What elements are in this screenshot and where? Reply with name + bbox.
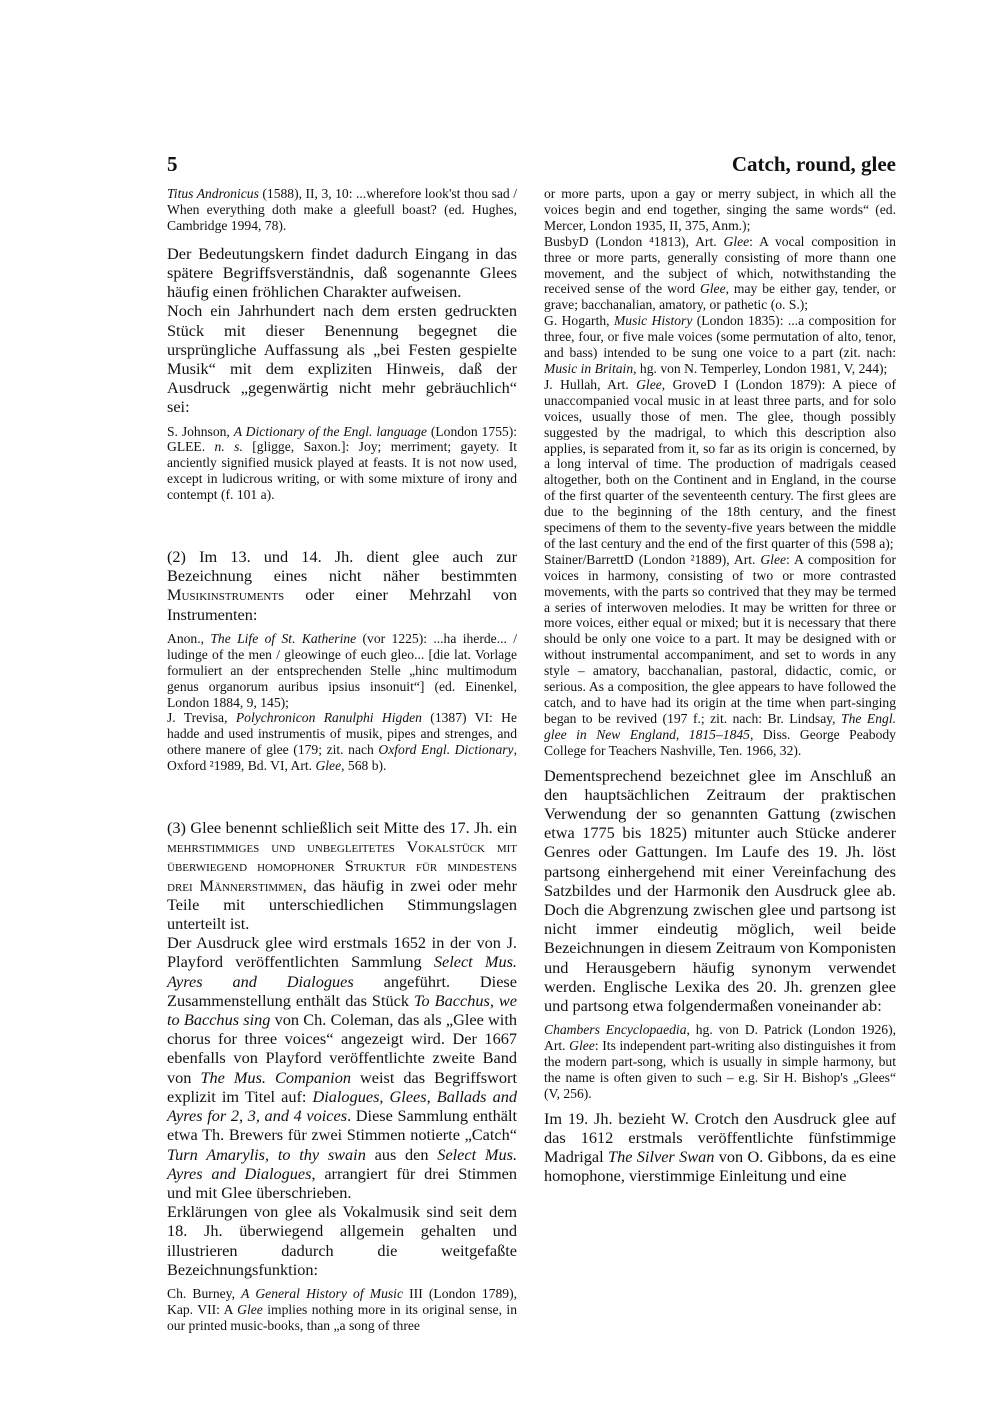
body-paragraph: Im 19. Jh. bezieht W. Crotch den Ausdruck glee auf das 1612 erstmals veröffentlichte fünfstimmige Madrigal The Silver Swan von O. Gibbons, da es eine homophone, vierstimmige Einleitung und eine [544,1108,897,1186]
quote-busby: BusbyD (London ⁴1813), Art. Glee: A vocal composition in three or more parts, generally consisting of more thann one movement, and the subject of which, notwithstanding the received sense of the word Glee, may be either gay, tender, or grave; bacchanalian, amatory, or pathetic (o. S.); [544,233,896,313]
right-column [544,186,896,1186]
quote-burney-cont: or more parts, upon a gay or merry subject, in which all the voices begin and end together, singing the same words“ (ed. Mercer, London 1935, II, 375, Anm.); [544,186,896,233]
quote-katherine: Anon., The Life of St. Katherine (vor 1225): ...ha iherde... / ludinge of the men / gleowinge of euch gleo... [die lat. Vorlage formuliert an der entsprechenden Stelle „hinc multimodum genus organorum auribus ipsius insonuit“] (ed. Einenkel, London 1884, 9, 145); [167,630,518,710]
quote-trevisa: J. Trevisa, Polychronicon Ranulphi Higden (1387) VI: He hadde and used instrumentis of musik, pipes and strenges, and othere manere of glee (179; zit. nach Oxford Engl. Dictionary, Oxford ²1989, Bd. VI, Art. Glee, 568 b). [167,710,517,774]
body-paragraph: Noch ein Jahrhundert nach dem ersten gedruckten Stück mit dieser Benennung begegnet die ursprüngliche Auffassung als „bei Festen gespielte Musik“ mit dem expliziten Hinweis, daß der Ausdruck „gegenwärtig nicht mehr gebräuchlich“ sei: [167,301,517,417]
quote-hogarth: G. Hogarth, Music History (London 1835): ...a composition for three, four, or five male voices (some permutation of alto, tenor, and bass) intended to be sung one voice to a part (zit. nach: Music in Britain, hg. von N. Temperley, London 1981, V, 244); [544,313,896,376]
quote-johnson: S. Johnson, A Dictionary of the Engl. language (London 1755): GLEE. n. s. [gligge, Saxon.]: Joy; merriment; gayety. It anciently signified musick played at feasts. It is not now used, except in ludicrous writing, or with some mixture of irony and contempt (f. 101 a). [167,423,518,503]
quote-hullah: J. Hullah, Art. Glee, GroveD I (London 1879): A piece of unaccompanied vocal music in at least three parts, and for solo voices, usually those of men. The glee, though possibly suggested by the madrigal, to which this description also applies, is separated from it, so far as its origin is concerned, by a long interval of time. The production of madrigals ceased altogether, both on the Continent and in England, in the course of the first quarter of the seventeenth century. The first glees are due to the beginning of the 18th century, and the finest specimens of them to the seventy-five years between the middle of the last century and the end of the first quarter of this (598 a); [544,376,896,551]
section-2-paragraph: (2) Im 13. und 14. Jh. dient glee auch zur Bezeichnung eines nicht näher bestimmten Musikinstruments oder einer Mehrzahl von Instrumenten: [167,547,517,624]
body-paragraph: Erklärungen von glee als Vokalmusik sind seit dem 18. Jh. überwiegend allgemein gehalten und illustrieren dadurch die weitgefaßte Bezeichnungsfunktion: [167,1202,517,1279]
quote-chambers: Chambers Encyclopaedia, hg. von D. Patrick (London 1926), Art. Glee: Its independent part-writing also distinguishes it from the modern part-song, which is usually in simple harmony, but the name is often given to such – e.g. Sir H. Bishop's „Glees“ (V, 256). [544,1022,897,1101]
quote-titus: Titus Andronicus (1588), II, 3, 10: ...wherefore look'st thou sad / When everything doth make a gleefull boast? (ed. Hughes, Cambridge 1994, 78). [167,186,517,233]
quote-burney: Ch. Burney, A General History of Music III (London 1789), Kap. VII: A Glee implies nothing more in its original sense, in our printed music-books, than „a song of three [167,1285,518,1333]
left-column [167,186,517,1334]
quote-stainer: Stainer/BarrettD (London ²1889), Art. Glee: A composition for voices in harmony, consisting of two or more contrasted movements, with the parts so contrived that they may be termed a series of interwoven melodies. It may be written for three or more voices, either equal or mixed; but it is necessary that there should be only one voice to a part. It may be designed with or without instrumental accompaniment, and set to words in any style – amatory, bacchanalian, pastoral, didactic, comic, or serious. As a composition, the glee appears to have followed the catch, and to have had its origin at the time when part-singing began to be revived (197 f.; zit. nach: Br. Lindsay, The Engl. glee in New England, 1815–1845, Diss. George Peabody College for Teachers Nashville, Ten. 1966, 32). [544,551,896,758]
page-number: 5 [167,152,178,176]
running-head: Catch, round, glee [731,152,896,176]
body-paragraph: Der Ausdruck glee wird erstmals 1652 in der von J. Playford veröffentlichten Sammlung Select Mus. Ayres and Dialogues angeführt. Diese Zusammenstellung enthält das Stück To Bacchus, we to Bacchus sing von Ch. Coleman, das als „Glee with chorus for three voices“ angezeigt wird. Der 1667 ebenfalls von Playford veröffentlichte zweite Band von The Mus. Companion weist das Begriffswort explizit im Titel auf: Dialogues, Glees, Ballads and Ayres for 2, 3, and 4 voices. Diese Sammlung enthält etwa Th. Brewers für zwei Stimmen notierte „Catch“ Turn Amarylis, to thy swain aus den Select Mus. Ayres and Dialogues, arrangiert für drei Stimmen und mit Glee überschrieben. [167,933,518,1202]
body-paragraph: Der Bedeutungskern findet dadurch Eingang in das spätere Begriffsverständnis, daß sogenannte Glees häufig einen fröhlichen Charakter aufweisen. [167,243,517,302]
section-3-paragraph: (3) Glee benennt schließlich seit Mitte des 17. Jh. ein mehrstimmiges und unbegleitetes Vokalstück mit überwiegend homophoner Struktur für mindestens drei Männerstimmen, das häufig in zwei oder mehr Teile mit unterschiedlichen Stimmungslagen unterteilt ist. [167,818,517,934]
body-paragraph: Dementsprechend bezeichnet glee im Anschluß an den hauptsächlichen Zeitraum der praktischen Verwendung der so genannten Gattung (zwischen etwa 1775 bis 1825) mitunter auch Stücke anderer Genres oder Gattungen. Im Laufe des 19. Jh. löst partsong einhergehend mit einer Vereinfachung des Satzbildes und der Harmonik den Ausdruck glee ab. Doch die Abgrenzung zwischen glee und partsong ist nicht immer eindeutig möglich, weil beide Bezeichnungen in diesem Zeitraum von Komponisten und Herausgebern häufig synonym verwendet werden. Englische Lexika des 20. Jh. grenzen glee und partsong etwa folgendermaßen voneinander ab: [544,765,896,1016]
